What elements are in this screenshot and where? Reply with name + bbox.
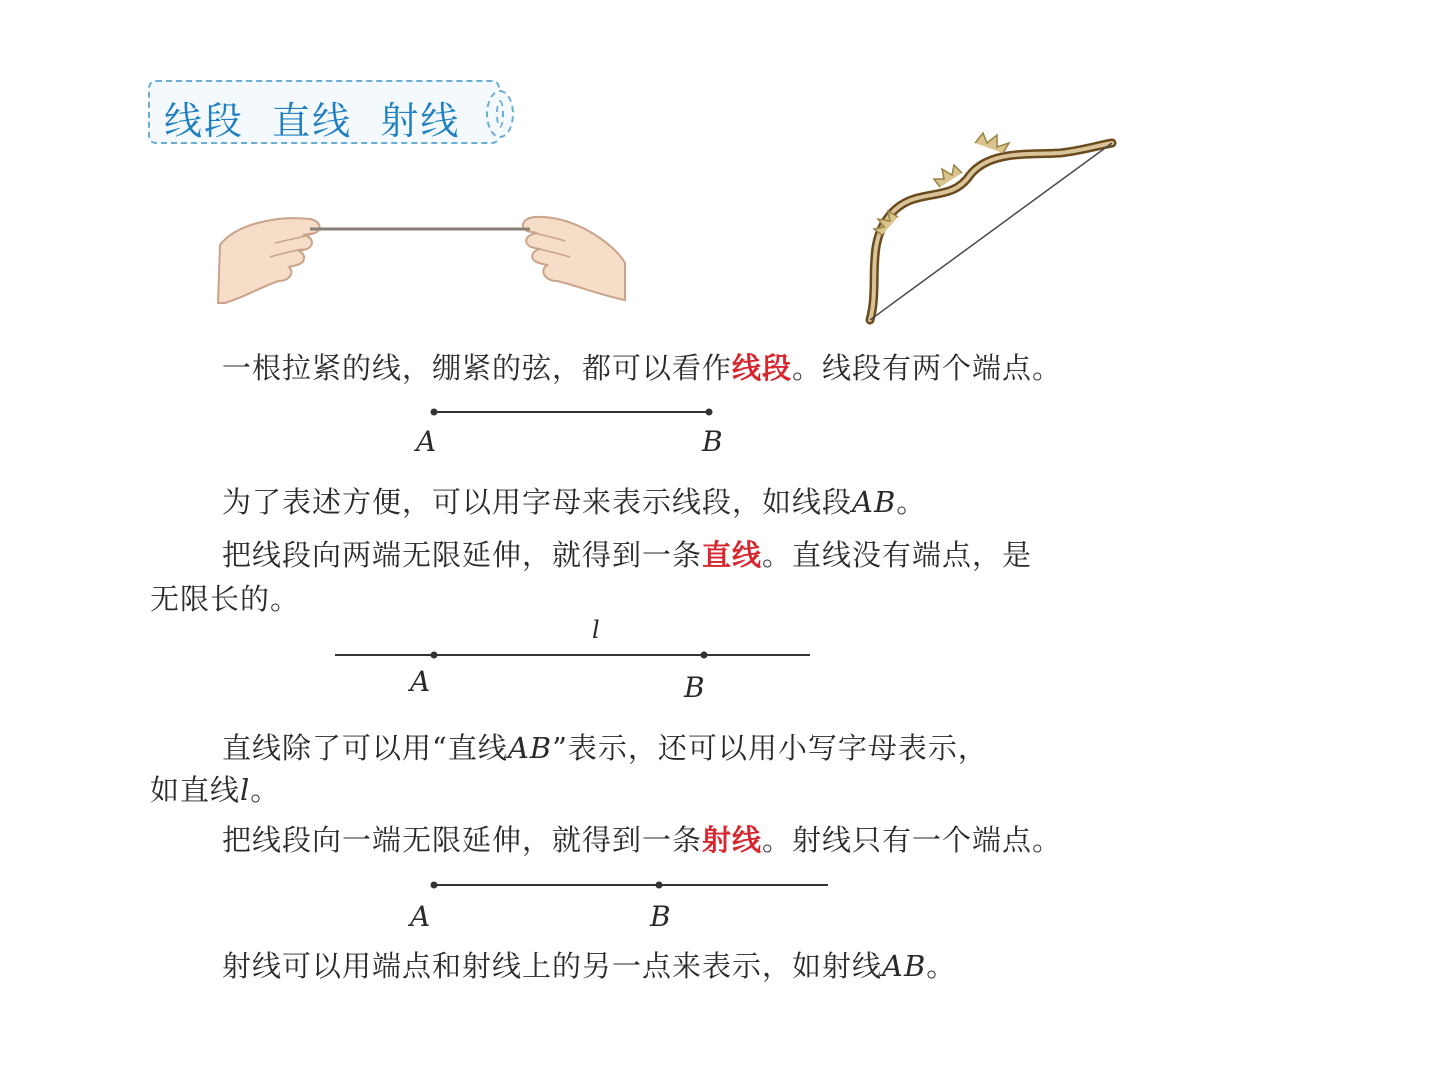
segment-point-a: [431, 409, 438, 416]
paragraph-segment-definition: [222, 346, 1062, 390]
line-name-ab: AB: [507, 731, 553, 765]
text: 为了表述方便，可以用字母来表示线段，如线段: [222, 485, 853, 519]
term-segment: 线段: [732, 351, 793, 385]
section-title-box: [148, 80, 500, 144]
line-label-l: l: [592, 616, 600, 644]
term-ray: 射线: [702, 823, 763, 857]
text: 一根拉紧的线，绷紧的弦，都可以看作: [222, 351, 733, 385]
line-diagram: [335, 648, 810, 662]
line-name-l: l: [240, 773, 251, 807]
segment-label-a: A: [416, 425, 437, 458]
ray-point-a: [431, 882, 438, 889]
line-point-b: [701, 652, 708, 659]
ray-label-a: A: [410, 900, 431, 933]
segment-diagram: [430, 405, 715, 419]
scroll-end-decoration: [486, 90, 514, 138]
paragraph-line-notation: [222, 726, 988, 770]
ray-label-b: B: [650, 900, 671, 933]
paragraph-line-definition-cont: [150, 577, 300, 621]
text: 把线段向两端无限延伸，就得到一条: [222, 538, 703, 572]
text: 。: [896, 485, 927, 519]
hands-pulling-string-illustration: [215, 205, 630, 310]
scroll-end-inner: [496, 100, 504, 128]
text: 。: [250, 773, 281, 807]
line-label-b: B: [684, 671, 705, 704]
text: ”表示，还可以用小写字母表示，: [552, 731, 988, 765]
text: 如直线: [150, 773, 241, 807]
ray-name: AB: [882, 949, 927, 983]
paragraph-segment-notation: [222, 480, 926, 524]
text: 把线段向一端无限延伸，就得到一条: [222, 823, 703, 857]
paragraph-ray-definition: [222, 818, 1062, 862]
segment-label-b: B: [702, 425, 723, 458]
paragraph-ray-notation: [222, 944, 956, 988]
text: 。直线没有端点，是: [762, 538, 1033, 572]
line-point-a: [431, 652, 438, 659]
segment-name: AB: [852, 485, 897, 519]
ray-diagram: [430, 878, 830, 892]
bow-illustration: [860, 125, 1120, 330]
text: 无限长的。: [150, 582, 301, 616]
paragraph-line-definition: [222, 533, 1032, 577]
text: 。线段有两个端点。: [792, 351, 1063, 385]
segment-point-b: [706, 409, 713, 416]
paragraph-line-notation-cont: [150, 768, 280, 812]
text: 直线除了可以用“直线: [222, 731, 508, 765]
text: 。射线只有一个端点。: [762, 823, 1063, 857]
term-line: 直线: [702, 538, 763, 572]
ray-point-b: [656, 882, 663, 889]
line-label-a: A: [410, 665, 431, 698]
text: 射线可以用端点和射线上的另一点来表示，如射线: [222, 949, 883, 983]
text: 。: [926, 949, 957, 983]
section-title: 线段 直线 射线: [164, 99, 461, 143]
